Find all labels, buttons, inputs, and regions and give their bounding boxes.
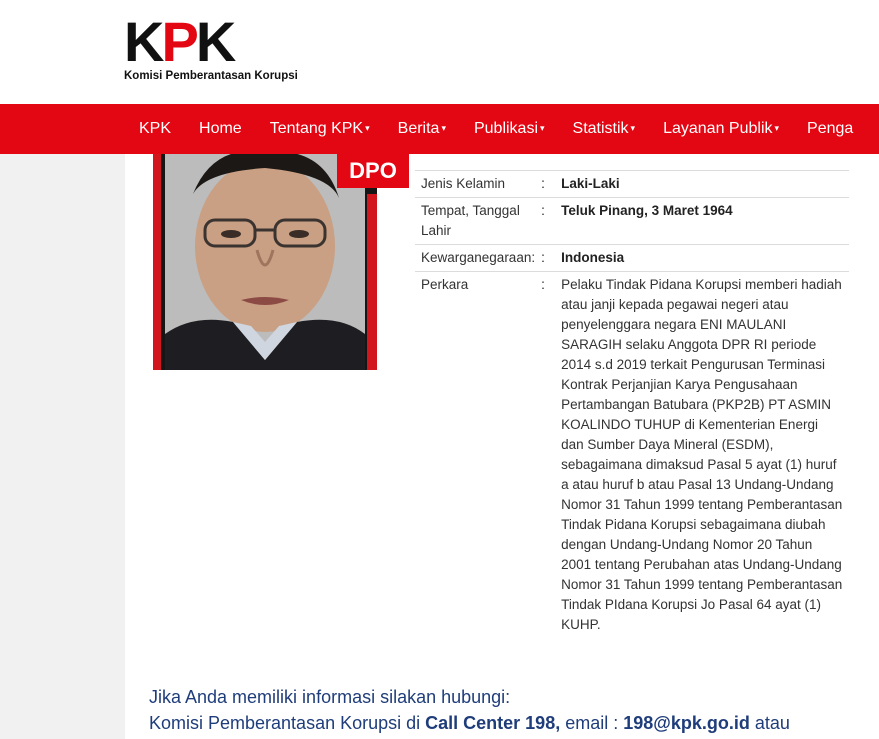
dpo-badge: DPO	[337, 154, 409, 188]
email-link[interactable]: 198@kpk.go.id	[623, 713, 750, 733]
info-row	[415, 272, 849, 639]
nav-item-berita[interactable]	[384, 104, 460, 154]
info-value: Indonesia	[555, 245, 849, 272]
caret-down-icon: ▾	[774, 123, 780, 133]
info-value: Teluk Pinang, 3 Maret 1964	[555, 198, 849, 245]
caret-down-icon: ▾	[540, 123, 545, 133]
nav-item-label: Statistik	[572, 120, 629, 137]
info-row	[415, 171, 849, 198]
info-separator: :	[541, 198, 555, 245]
kpk-logo[interactable]	[124, 10, 324, 88]
nav-item-label: Publikasi	[473, 120, 538, 137]
info-value: Laki-Laki	[555, 171, 849, 198]
caret-down-icon: ▾	[630, 123, 636, 133]
main-content	[125, 154, 879, 739]
suspect-info-table	[415, 170, 849, 638]
site-header	[0, 0, 879, 104]
nav-item-publikasi[interactable]	[460, 104, 559, 154]
nav-item-label: Home	[199, 120, 242, 137]
info-label: Kewarganegaraan:	[415, 245, 541, 272]
nav-menu	[125, 104, 867, 154]
nav-item-label: Layanan Publik	[663, 120, 773, 137]
contact-org-text: Komisi Pemberantasan Korupsi di	[149, 713, 426, 733]
nav-item-kpk[interactable]	[125, 104, 185, 154]
info-separator: :	[541, 245, 555, 272]
info-row	[415, 245, 849, 272]
logo-wordmark: KPK	[124, 10, 234, 73]
nav-item-label: Berita	[397, 120, 440, 137]
main-navigation	[0, 104, 879, 154]
contact-line	[149, 710, 849, 736]
info-separator: :	[541, 272, 555, 639]
nav-item-label: KPK	[139, 120, 172, 137]
call-center-text: Call Center 198,	[425, 713, 561, 733]
logo-subtitle: Komisi Pemberantasan Korupsi	[124, 70, 298, 82]
info-value: Pelaku Tindak Pidana Korupsi memberi hadiah atau janji kepada pegawai negeri atau penyelenggara negara ENI MAULANI SARAGIH selaku Anggota DPR RI periode 2014 s.d 2019 terkait Pengurusan Terminasi Kontrak Perjanjian Karya Pengusahaan Pertambangan Batubara (PKP2B) PT ASMIN KOALINDO TUHUP di Kementerian Energi dan Sumber Daya Mineral (ESDM), sebagaimana dimaksud Pasal 5 ayat (1) huruf a atau huruf b atau Pasal 13 Undang-Undang Nomor 31 Tahun 1999 tentang Pemberantasan Tindak Pidana Korupsi sebagaimana diubah dengan Undang-Undang Nomor 20 Tahun 2001 tentang Perubahan atas Undang-Undang Nomor 31 Tahun 1999 tentang Pemberantasan Tindak PIdana Korupsi Jo Pasal 64 ayat (1) KUHP.	[555, 272, 849, 639]
nav-item-penga[interactable]	[793, 104, 867, 154]
nav-item-tentang-kpk[interactable]	[256, 104, 384, 154]
caret-down-icon: ▾	[441, 123, 446, 133]
info-separator: :	[541, 171, 555, 198]
info-label: Jenis Kelamin	[415, 171, 541, 198]
nav-item-label: Tentang KPK	[269, 120, 364, 137]
info-row	[415, 198, 849, 245]
nav-item-home[interactable]	[185, 104, 256, 154]
nav-item-statistik[interactable]	[559, 104, 650, 154]
email-prefix-text: email :	[560, 713, 624, 733]
nav-item-layanan-publik[interactable]	[649, 104, 793, 154]
contact-suffix-text: atau	[749, 713, 790, 733]
contact-intro: Jika Anda memiliki informasi silakan hubungi:	[149, 687, 511, 707]
info-label: Perkara	[415, 272, 541, 639]
contact-info	[149, 684, 849, 736]
caret-down-icon: ▾	[365, 123, 370, 133]
info-label: Tempat, Tanggal Lahir	[415, 198, 541, 245]
nav-item-label: Penga	[807, 120, 854, 137]
